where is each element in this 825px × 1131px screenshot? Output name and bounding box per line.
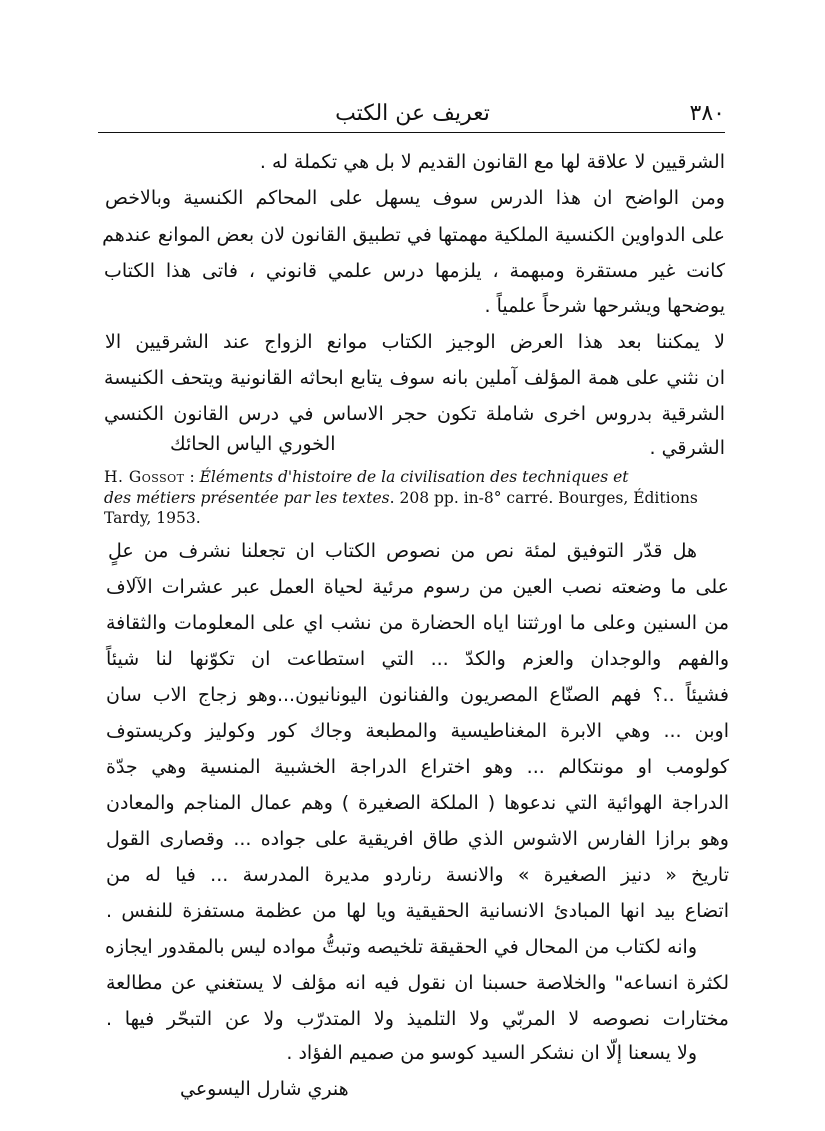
review2-line-5: فشيئاً ..؟ فهم الصنّاع المصريون والفنانون اليونانيون...وهو زجاج الاب سان xyxy=(106,684,729,706)
citation-line-2 xyxy=(104,489,729,507)
review2-line-3: من السنين وعلى ما اورثتنا اياه الحضارة من نشب اي على المعلومات والثقافة xyxy=(106,612,729,634)
citation-publisher: Tardy, 1953. xyxy=(104,509,201,527)
review2-line-4: والفهم والوجدان والعزم والكدّ ... التي استطاعت ان تكوّنها لنا شيئاً xyxy=(106,648,729,670)
review1-line-7: ان نثني على همة المؤلف آملين بانه سوف يتابع ابحاثه القانونية ويتحف الكنيسة xyxy=(104,367,725,389)
review2-line-8: الدراجة الهوائية التي ندعوها ( الملكة الصغيرة ) وهم عمال المناجم والمعادن xyxy=(106,792,729,814)
citation-title-part1: Éléments d'histoire de la civilisation des techniques et xyxy=(199,468,629,486)
page-number: ٣٨٠ xyxy=(689,101,725,126)
review2-line-12: وانه لكتاب من المحال في الحقيقة تلخيصه وتبتُّ مواده ليس بالمقدور ايجازه xyxy=(104,936,697,958)
review2-signature: هنري شارل اليسوعي xyxy=(180,1078,349,1100)
citation-separator: : xyxy=(184,468,200,486)
review1-line-4: كانت غير مستقرة ومبهمة ، يلزمها درس علمي قانوني ، فاتى هذا الكتاب xyxy=(104,260,725,282)
review1-line-6: لا يمكننا بعد هذا العرض الوجيز الكتاب موانع الزواج عند الشرقيين الا xyxy=(105,331,725,353)
citation-title-part2: des métiers présentée par les textes xyxy=(104,489,390,507)
review1-line-5: يوضحها ويشرحها شرحاً علمياً . xyxy=(484,295,725,317)
review2-line-13: لكثرة انساعه" والخلاصة حسبنا ان نقول فيه انه مؤلف لا يستغني عن مطالعة xyxy=(106,972,729,994)
header-rule xyxy=(98,132,725,133)
review2-line-7: كولومب او مونتكالم ... وهو اختراع الدراجة الخشبية المنسية وهي جدّة xyxy=(106,756,729,778)
running-head-title: تعريف عن الكتب xyxy=(335,101,490,126)
review2-line-6: اوبن ... وهي الابرة المغناطيسية والمطبعة وجاك كور وكوليز وكريستوف xyxy=(106,720,729,742)
review2-line-14: مختارات نصوصه لا المربّي ولا التلميذ ولا المتدرّب ولا عن التبحّر فيها . xyxy=(106,1008,729,1030)
running-head xyxy=(100,96,725,130)
review2-line-10: تاريخ « دنيز الصغيرة » والانسة رناردو مديرة المدرسة ... فيا له من xyxy=(106,864,729,886)
citation-details: . 208 pp. in-8° carré. Bourges, Éditions xyxy=(389,489,698,507)
citation-author: H. Gossot xyxy=(104,468,185,486)
citation-line-3 xyxy=(104,509,729,527)
review2-line-2: على ما وضعته نصب العين من رسوم مرئية لحياة العمل عبر عشرات الآلاف xyxy=(106,576,729,598)
review2-line-1: هل قدّر التوفيق لمئة نص من نصوص الكتاب ان تجعلنا نشرف من علٍ xyxy=(108,540,697,562)
review1-line-9: الشرقي . xyxy=(649,437,725,459)
citation-line-1 xyxy=(104,468,729,486)
review1-line-2: ومن الواضح ان هذا الدرس سوف يسهل على المحاكم الكنسية وبالاخص xyxy=(105,187,725,209)
review1-signature: الخوري الياس الحائك xyxy=(170,433,336,455)
review2-line-9: وهو برازا الفارس الاشوس الذي طاق افريقية على جواده ... وقصارى القول xyxy=(106,828,729,850)
review2-line-15: ولا يسعنا إلّا ان نشكر السيد كوسو من صميم الفؤاد . xyxy=(286,1042,697,1064)
review1-line-1: الشرقيين لا علاقة لها مع القانون القديم لا بل هي تكملة له . xyxy=(259,151,725,173)
review1-line-3: على الدواوين الكنسية الملكية مهمتها في تطبيق القانون لان بعض الموانع عندهم xyxy=(102,224,725,246)
review1-line-8: الشرقية بدروس اخرى شاملة تكون حجر الاساس في درس القانون الكنسي xyxy=(104,403,725,425)
review2-line-11: اتضاع بيد انها المبادئ الانسانية الحقيقية ويا لها من عظمة مستفزة للنفس . xyxy=(106,900,729,922)
